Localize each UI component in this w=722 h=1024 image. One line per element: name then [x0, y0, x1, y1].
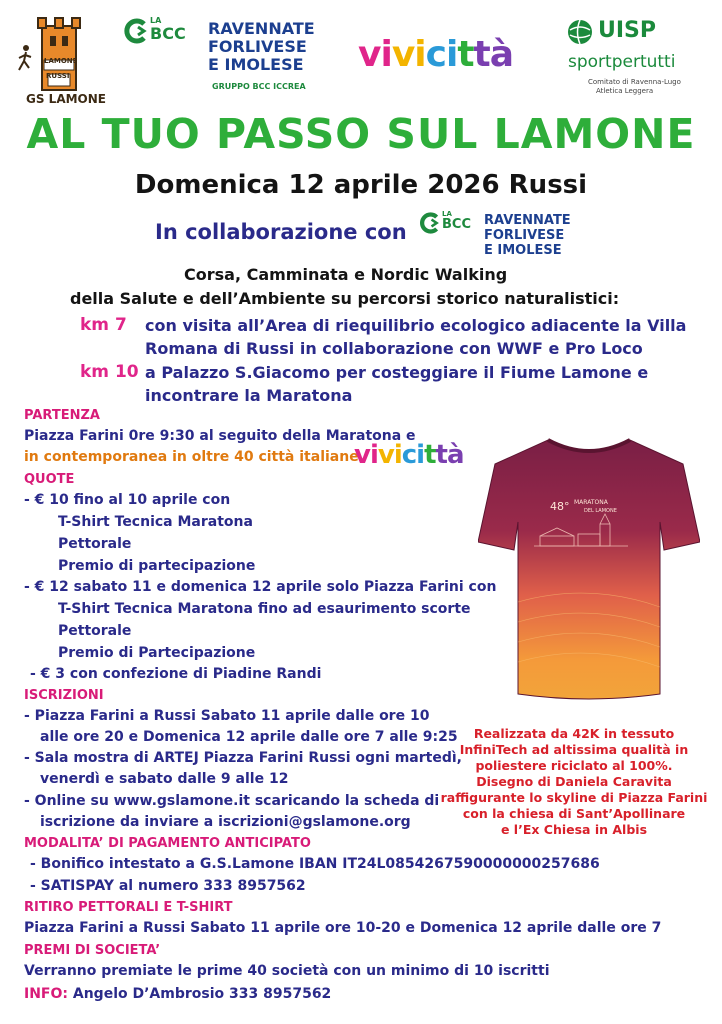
- iscrizioni-line: - Sala mostra di ARTEJ Piazza Farini Russi ogni martedì,: [24, 750, 462, 766]
- premi-heading: PREMI DI SOCIETA’: [24, 943, 161, 958]
- route-10-line1: a Palazzo S.Giacomo per costeggiare il Fiume Lamone e: [145, 363, 649, 382]
- caption-line: InfiniTech ad altissima qualità in: [459, 742, 689, 757]
- route-7-line2: Romana di Russi in collaborazione con WWF e Pro Loco: [145, 339, 643, 358]
- iscrizioni-heading: ISCRIZIONI: [24, 688, 104, 703]
- pagamento-line: - SATISPAY al numero 333 8957562: [30, 878, 306, 894]
- partenza-heading: PARTENZA: [24, 408, 100, 423]
- iscrizioni-line: - Piazza Farini a Russi Sabato 11 aprile dalle ore 10: [24, 708, 430, 724]
- bcc-logo: [122, 16, 342, 100]
- quote-line: - € 10 fino al 10 aprile con: [24, 492, 231, 508]
- shirt-subtitle: DEL LAMONE: [584, 508, 617, 514]
- iscrizioni-line: alle ore 20 e Domenica 12 aprile dalle ore 7 alle 9:25: [40, 729, 458, 745]
- iscrizioni-line: - Online su www.gslamone.it scaricando la scheda di: [24, 793, 440, 809]
- quote-heading: QUOTE: [24, 472, 75, 487]
- shirt-caption: [440, 726, 708, 838]
- quote-line: Premio di Partecipazione: [58, 645, 256, 661]
- info-contact: Angelo D’Ambrosio 333 8957562: [72, 986, 332, 1002]
- bcc-line3: E IMOLESE: [208, 55, 304, 74]
- uisp-name: UISP: [598, 18, 657, 43]
- quote-line: T-Shirt Tecnica Maratona: [58, 514, 253, 530]
- iscrizioni-line: venerdì e sabato dalle 9 alle 12: [40, 771, 289, 787]
- partenza-line2: in contemporanea in oltre 40 città italiane: [24, 449, 359, 465]
- collab-bcc-line1: RAVENNATE: [484, 213, 571, 228]
- vivicitta-logo: vivicittà: [358, 34, 514, 75]
- caption-line: Realizzata da 42K in tessuto: [473, 726, 675, 741]
- info-line: [24, 986, 331, 1002]
- uisp-tagline: sportpertutti: [568, 52, 676, 72]
- uisp-note1: Comitato di Ravenna-Lugo: [588, 78, 681, 86]
- collab-bcc-acronym: BCC: [442, 217, 471, 232]
- route-km-10: km 10: [80, 362, 139, 382]
- caption-line: e l’Ex Chiesa in Albis: [500, 822, 648, 837]
- info-label: INFO:: [24, 986, 68, 1002]
- globe-icon: [566, 18, 594, 46]
- quote-line: - € 3 con confezione di Piadine Randi: [30, 666, 322, 682]
- route-7-line1: con visita all’Area di riequilibrio ecologico adiacente la Villa: [145, 316, 687, 335]
- caption-line: Disegno di Daniela Caravita: [476, 774, 672, 789]
- collab-text: In collaborazione con: [155, 220, 407, 244]
- shirt-title: MARATONA: [574, 499, 608, 506]
- collab-bcc-la: LA: [442, 210, 452, 218]
- quote-line: T-Shirt Tecnica Maratona fino ad esaurimento scorte: [58, 601, 471, 617]
- bcc-acronym: BCC: [150, 24, 186, 43]
- collab-bcc-line2: FORLIVESE: [484, 228, 565, 243]
- event-date: Domenica 12 aprile 2026 Russi: [134, 170, 588, 200]
- ritiro-line: Piazza Farini a Russi Sabato 11 aprile ore 10-20 e Domenica 12 aprile dalle ore 7: [24, 920, 662, 936]
- intro-line1: Corsa, Camminata e Nordic Walking: [184, 265, 508, 284]
- ritiro-heading: RITIRO PETTORALI E T-SHIRT: [24, 900, 233, 915]
- gs-tower-label: RUSSI: [46, 72, 70, 80]
- bcc-mark-icon: [418, 212, 440, 234]
- gs-lamone-logo-label: LAMONE: [44, 57, 78, 65]
- quote-line: Premio di partecipazione: [58, 558, 256, 574]
- caption-line: poliestere riciclato al 100%.: [475, 758, 673, 773]
- quote-line: Pettorale: [58, 536, 132, 552]
- route-10-line2: incontrare la Maratona: [145, 386, 353, 405]
- iscrizioni-line: iscrizione da inviare a iscrizioni@gslamone.org: [40, 814, 411, 830]
- bcc-line2: FORLIVESE: [208, 37, 307, 56]
- route-km-7: km 7: [80, 315, 127, 335]
- intro-line2: della Salute e dell’Ambiente su percorsi storico naturalistici:: [70, 289, 620, 308]
- collab-bcc-line3: E IMOLESE: [484, 243, 562, 258]
- collab-bcc-logo: [418, 210, 588, 260]
- gs-lamone-name: GS LAMONE: [26, 92, 106, 106]
- caption-line: raffigurante lo skyline di Piazza Farini: [440, 790, 708, 805]
- bcc-line1: RAVENNATE: [208, 19, 315, 38]
- runner-icon: [16, 44, 34, 74]
- shirt-number: 48°: [550, 500, 570, 513]
- pagamento-line: - Bonifico intestato a G.S.Lamone IBAN IT24L0854267590000000257686: [30, 856, 600, 872]
- uisp-note2: Atletica Leggera: [596, 87, 654, 95]
- premi-line: Verranno premiate le prime 40 società con un minimo di 10 iscritti: [24, 963, 550, 979]
- vivicitta-inline-logo: vivicittà: [354, 440, 464, 470]
- quote-line: - € 12 sabato 11 e domenica 12 aprile solo Piazza Farini con: [24, 579, 497, 595]
- caption-line: con la chiesa di Sant’Apollinare: [462, 806, 686, 821]
- event-title: AL TUO PASSO SUL LAMONE: [26, 110, 696, 158]
- bcc-group: GRUPPO BCC ICCREA: [212, 82, 306, 91]
- pagamento-heading: MODALITA’ DI PAGAMENTO ANTICIPATO: [24, 836, 311, 851]
- bcc-mark-icon: [122, 18, 148, 44]
- bcc-la: LA: [150, 16, 162, 25]
- partenza-line1: Piazza Farini 0re 9:30 al seguito della Maratona e: [24, 428, 416, 444]
- quote-line: Pettorale: [58, 623, 132, 639]
- tower-icon: [36, 16, 82, 94]
- t-shirt-image: [478, 432, 700, 704]
